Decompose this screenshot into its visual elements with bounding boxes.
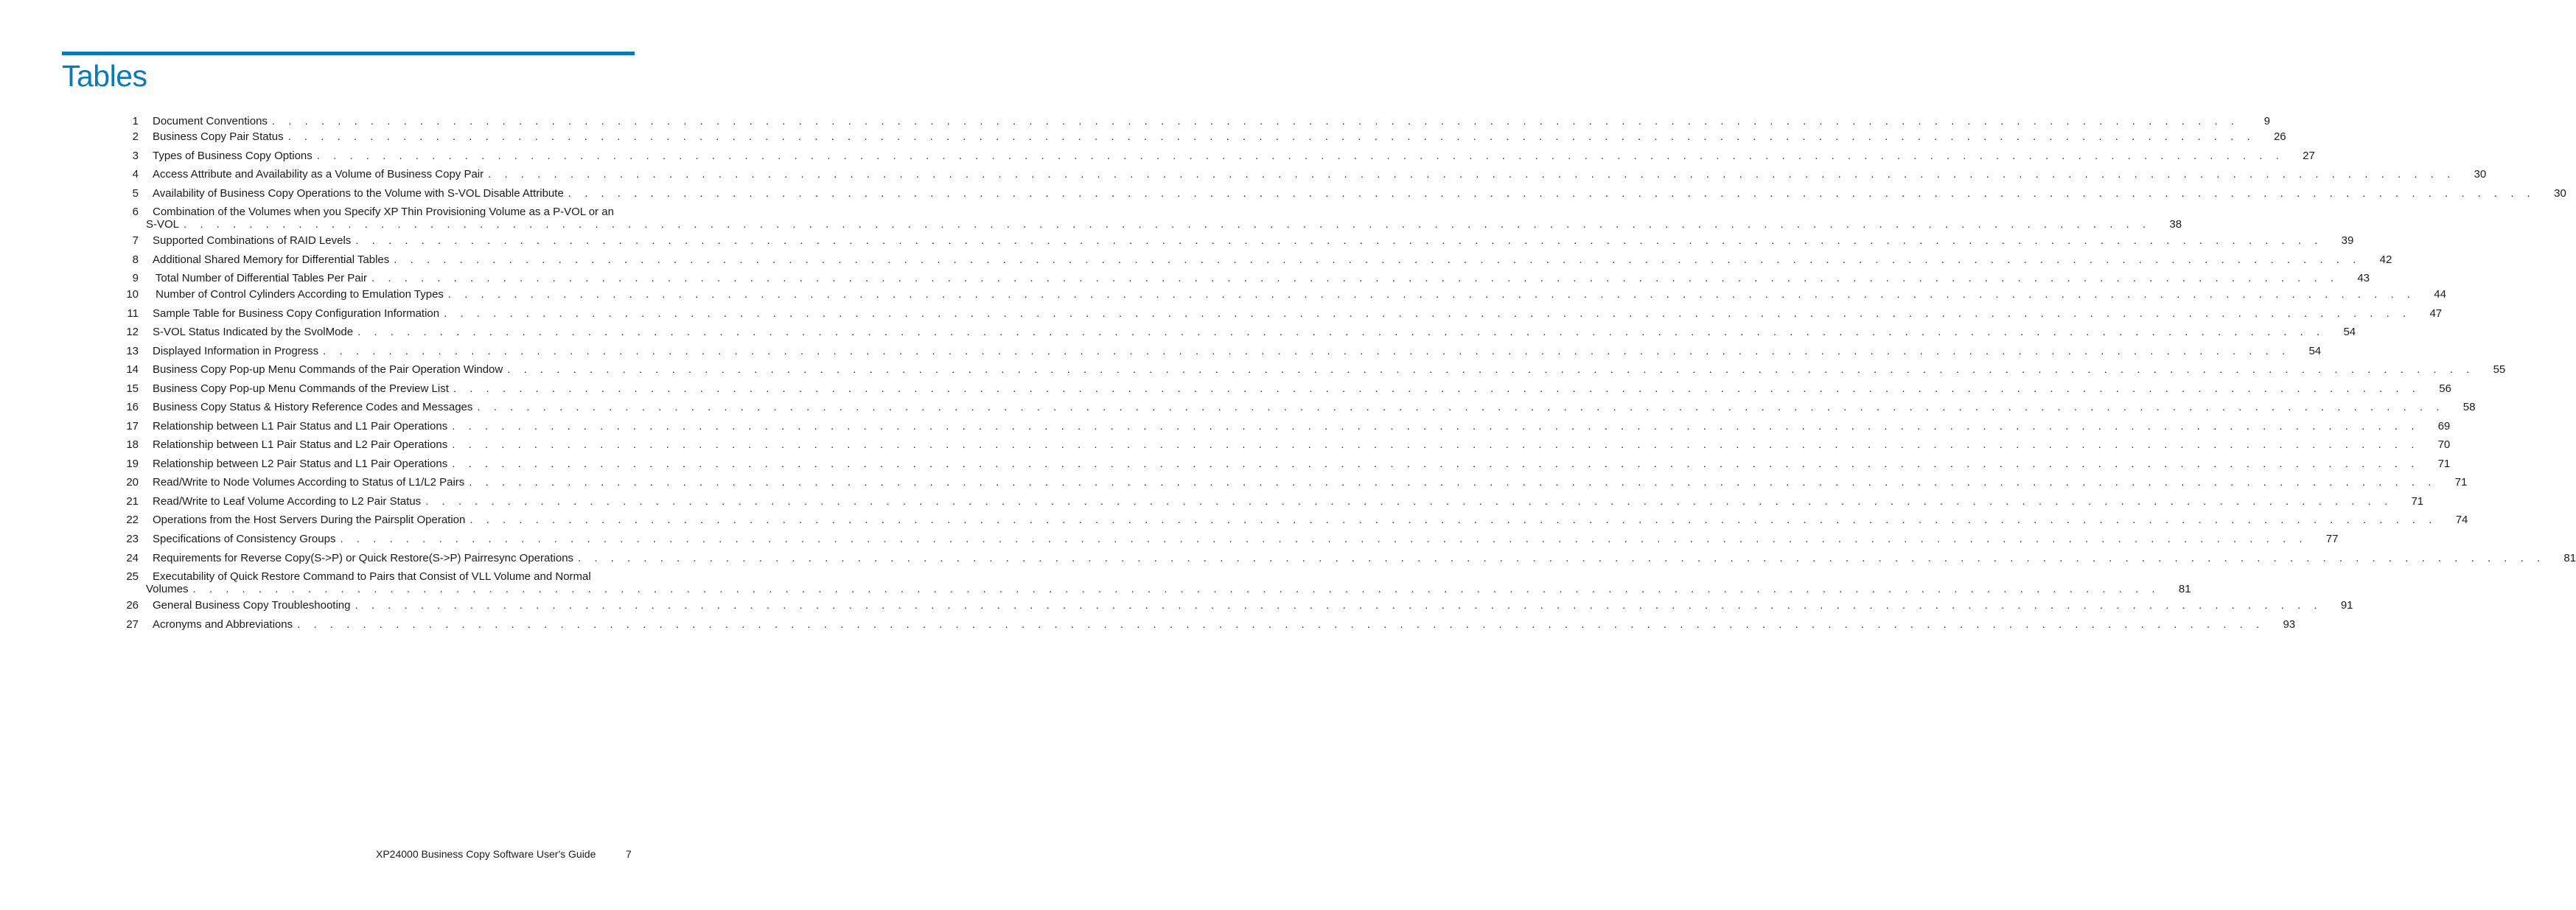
toc-entry[interactable]	[118, 458, 2451, 470]
toc-entry[interactable]	[118, 599, 2353, 612]
leader-dots: . . . . . . . . . . . . . . . . . . . . . . . . . . . . . . . . . . . . . . . . . . . . . . . . . . . . . . . . . . . . . . . . . . . . . . . . . . . . . . . . . . . . . . . . . . . . . . . . . . . . . . . . . . . . . . . . . . . . . . . .	[355, 234, 2323, 247]
toc-entry[interactable]	[118, 533, 2339, 545]
toc-entry-number: 9	[132, 272, 139, 284]
toc-entry-number: 10	[126, 288, 139, 301]
leader-dots: . . . . . . . . . . . . . . . . . . . . . . . . . . . . . . . . . . . . . . . . . . . . . . . . . . . . . . . . . . . . . . . . . . . . . . . . . . . . . . . . . . . . . . . . . . . . . . . . . . . . . . . . . . . . . . . . . . . . . . . .	[452, 458, 2420, 470]
page-title: Tables	[62, 59, 147, 93]
toc-entry-page[interactable]: 54	[2308, 345, 2322, 357]
toc-entry-title[interactable]: Number of Control Cylinders According to Emulation Types	[153, 288, 444, 301]
toc-entry-page[interactable]: 81	[2178, 583, 2191, 595]
toc-entry-title[interactable]: Read/Write to Node Volumes According to Status of L1/L2 Pairs	[153, 476, 465, 489]
toc-entry-page[interactable]: 39	[2341, 234, 2354, 247]
toc-entry-page[interactable]: 55	[2493, 363, 2506, 376]
leader-dots: . . . . . . . . . . . . . . . . . . . . . . . . . . . . . . . . . . . . . . . . . . . . . . . . . . . . . . . . . . . . . . . . . . . . . . . . . . . . . . . . . . . . . . . . . . . . . . . . . . . . . . . . . . . . . . . . . . . . . . . .	[453, 382, 2420, 395]
toc-entry-page[interactable]: 91	[2340, 599, 2353, 612]
toc-entry-title[interactable]: Combination of the Volumes when you Specify XP Thin Provisioning Volume as a P-VOL or an	[153, 206, 614, 218]
toc-entry-number: 5	[132, 187, 139, 200]
toc-entry-page[interactable]: 71	[2411, 495, 2424, 508]
toc-entry[interactable]	[118, 476, 2468, 489]
toc-entry-number: 2	[132, 130, 139, 143]
leader-dots: . . . . . . . . . . . . . . . . . . . . . . . . . . . . . . . . . . . . . . . . . . . . . . . . . . . . . . . . . . . . . . . . . . . . . . . . . . . . . . . . . . . . . . . . . . . . . . . . . . . . . . . . . . . . . . . . . . . . . . . .	[184, 218, 2151, 231]
toc-entry-title[interactable]: Additional Shared Memory for Differential Tables	[153, 253, 390, 266]
toc-entry-number: 7	[132, 234, 139, 247]
toc-entry-title[interactable]: Availability of Business Copy Operations to the Volume with S-VOL Disable Attribute	[153, 187, 564, 200]
toc-entry-page[interactable]: 27	[2303, 150, 2315, 162]
toc-entry-page[interactable]: 71	[2454, 476, 2468, 489]
leader-dots: . . . . . . . . . . . . . . . . . . . . . . . . . . . . . . . . . . . . . . . . . . . . . . . . . . . . . . . . . . . . . . . . . . . . . . . . . . . . . . . . . . . . . . . . . . . . . . . . . . . . . . . . . . . . . . . . . . . . . . . .	[469, 476, 2437, 489]
toc-entry-number: 11	[127, 307, 139, 320]
toc-entry[interactable]	[118, 495, 2424, 508]
toc-entry-title[interactable]: Supported Combinations of RAID Levels	[153, 234, 352, 247]
toc-entry-title-continued[interactable]: S-VOL	[146, 218, 180, 231]
leader-dots: . . . . . . . . . . . . . . . . . . . . . . . . . . . . . . . . . . . . . . . . . . . . . . . . . . . . . . . . . . . . . . . . . . . . . . . . . . . . . . . . . . . . . . . . . . . . . . . . . . . . . . . . . . . . . . . . . . . . . . . .	[297, 618, 2265, 631]
leader-dots: . . . . . . . . . . . . . . . . . . . . . . . . . . . . . . . . . . . . . . . . . . . . . . . . . . . . . . . . . . . . . . . . . . . . . . . . . . . . . . . . . . . . . . . . . . . . . . . . . . . . . . . . . . . . . . . . . . . . . . . .	[394, 253, 2362, 266]
toc-entry-number: 13	[126, 345, 139, 357]
leader-dots: . . . . . . . . . . . . . . . . . . . . . . . . . . . . . . . . . . . . . . . . . . . . . . . . . . . . . . . . . . . . . . . . . . . . . . . . . . . . . . . . . . . . . . . . . . . . . . . . . . . . . . . . . . . . . . . . . . . . . . . .	[578, 552, 2546, 564]
toc-entry-page[interactable]: 69	[2437, 420, 2451, 433]
leader-dots: . . . . . . . . . . . . . . . . . . . . . . . . . . . . . . . . . . . . . . . . . . . . . . . . . . . . . . . . . . . . . . . . . . . . . . . . . . . . . . . . . . . . . . . . . . . . . . . . . . . . . . . . . . . . . . . . . . . . . . . .	[568, 187, 2535, 200]
toc-entry-number: 12	[126, 326, 139, 338]
toc-entry-page[interactable]: 30	[2554, 187, 2566, 200]
toc-entry[interactable]	[118, 206, 2182, 231]
leader-dots: . . . . . . . . . . . . . . . . . . . . . . . . . . . . . . . . . . . . . . . . . . . . . . . . . . . . . . . . . . . . . . . . . . . . . . . . . . . . . . . . . . . . . . . . . . . . . . . . . . . . . . . . . . . . . . . . . . . . . . . .	[192, 583, 2160, 595]
leader-dots: . . . . . . . . . . . . . . . . . . . . . . . . . . . . . . . . . . . . . . . . . . . . . . . . . . . . . . . . . . . . . . . . . . . . . . . . . . . . . . . . . . . . . . . . . . . . . . . . . . . . . . . . . . . . . . . . . . . . . . . .	[470, 514, 2437, 526]
toc-entry-page[interactable]: 58	[2462, 401, 2476, 413]
toc-entry-page[interactable]: 77	[2325, 533, 2339, 545]
toc-entry[interactable]	[118, 187, 2566, 200]
leader-dots: . . . . . . . . . . . . . . . . . . . . . . . . . . . . . . . . . . . . . . . . . . . . . . . . . . . . . . . . . . . . . . . . . . . . . . . . . . . . . . . . . . . . . . . . . . . . . . . . . . . . . . . . . . . . . . . . . . . . . . . .	[477, 401, 2445, 413]
leader-dots: . . . . . . . . . . . . . . . . . . . . . . . . . . . . . . . . . . . . . . . . . . . . . . . . . . . . . . . . . . . . . . . . . . . . . . . . . . . . . . . . . . . . . . . . . . . . . . . . . . . . . . . . . . . . . . . . . . . . . . . .	[340, 533, 2308, 545]
toc-entry-page[interactable]: 44	[2434, 288, 2446, 301]
toc-entry-page[interactable]: 81	[2563, 552, 2576, 564]
toc-entry[interactable]	[118, 552, 2576, 564]
toc-entry-title[interactable]: Acronyms and Abbreviations	[153, 618, 293, 631]
toc-entry-page[interactable]: 54	[2343, 326, 2356, 338]
toc-entry-page[interactable]: 30	[2474, 168, 2487, 181]
toc-entry[interactable]	[118, 253, 2392, 266]
toc-entry-number: 8	[132, 253, 139, 266]
toc-entry-number: 27	[126, 618, 139, 631]
toc-entry[interactable]	[118, 150, 2315, 162]
toc-entry-number: 22	[126, 514, 139, 526]
toc-entry-number: 18	[126, 438, 139, 451]
toc-entry-title[interactable]: Business Copy Status & History Reference Codes and Messages	[153, 401, 473, 413]
leader-dots: . . . . . . . . . . . . . . . . . . . . . . . . . . . . . . . . . . . . . . . . . . . . . . . . . . . . . . . . . . . . . . . . . . . . . . . . . . . . . . . . . . . . . . . . . . . . . . . . . . . . . . . . . . . . . . . . . . . . . . . .	[371, 272, 2339, 284]
toc-entry-title[interactable]: Specifications of Consistency Groups	[153, 533, 336, 545]
toc-entry[interactable]	[118, 618, 2296, 631]
toc-entry-title[interactable]: Sample Table for Business Copy Configuration Information	[153, 307, 440, 320]
toc-entry[interactable]	[118, 272, 2370, 284]
footer-doc-title: XP24000 Business Copy Software User's Guide	[376, 848, 596, 860]
toc-entry-number: 24	[126, 552, 139, 564]
toc-entry-page[interactable]: 47	[2429, 307, 2443, 320]
footer-page-number: 7	[626, 848, 632, 860]
toc-entry-title[interactable]: Types of Business Copy Options	[153, 150, 313, 162]
toc-entry-number: 6	[132, 206, 139, 218]
toc-entry[interactable]	[118, 420, 2451, 433]
toc-entry-number: 3	[132, 150, 139, 162]
toc-entry-title[interactable]: Access Attribute and Availability as a Volume of Business Copy Pair	[153, 168, 484, 181]
toc-entry[interactable]	[118, 115, 2270, 127]
leader-dots: . . . . . . . . . . . . . . . . . . . . . . . . . . . . . . . . . . . . . . . . . . . . . . . . . . . . . . . . . . . . . . . . . . . . . . . . . . . . . . . . . . . . . . . . . . . . . . . . . . . . . . . . . . . . . . . . . . . . . . . .	[425, 495, 2393, 508]
toc-entry-page[interactable]: 74	[2455, 514, 2468, 526]
toc-entry-title[interactable]: Business Copy Pop-up Menu Commands of the Pair Operation Window	[153, 363, 503, 376]
toc-entry-number: 17	[126, 420, 139, 433]
leader-dots: . . . . . . . . . . . . . . . . . . . . . . . . . . . . . . . . . . . . . . . . . . . . . . . . . . . . . . . . . . . . . . . . . . . . . . . . . . . . . . . . . . . . . . . . . . . . . . . . . . . . . . . . . . . . . . . . . . . . . . . .	[323, 345, 2291, 357]
toc-entry-title[interactable]: Relationship between L1 Pair Status and L2 Pair Operations	[153, 438, 448, 451]
toc-entry[interactable]	[118, 288, 2446, 301]
toc-entry-title[interactable]: Total Number of Differential Tables Per Pair	[153, 272, 367, 284]
toc-entry-title[interactable]: Displayed Information in Progress	[153, 345, 319, 357]
toc-entry-title[interactable]: Relationship between L2 Pair Status and L1 Pair Operations	[153, 458, 448, 470]
toc-entry-page[interactable]: 93	[2283, 618, 2296, 631]
title-rule	[62, 52, 635, 55]
toc-entry[interactable]	[118, 168, 2487, 181]
toc-entry[interactable]	[118, 382, 2451, 395]
toc-entry-number: 20	[126, 476, 139, 489]
toc-entry-page[interactable]: 38	[2169, 218, 2182, 231]
toc-entry[interactable]	[118, 307, 2443, 320]
leader-dots: . . . . . . . . . . . . . . . . . . . . . . . . . . . . . . . . . . . . . . . . . . . . . . . . . . . . . . . . . . . . . . . . . . . . . . . . . . . . . . . . . . . . . . . . . . . . . . . . . . . . . . . . . . . . . . . . . . . . . . . .	[447, 288, 2415, 301]
toc-entry-number: 19	[126, 458, 139, 470]
toc-entry-title[interactable]: Document Conventions	[153, 115, 268, 127]
toc-entry-number: 4	[132, 168, 139, 181]
toc-entry[interactable]	[118, 401, 2476, 413]
toc-entry-page[interactable]: 71	[2437, 458, 2451, 470]
toc-entry-title[interactable]: S-VOL Status Indicated by the SvolMode	[153, 326, 354, 338]
toc-entry-title[interactable]: General Business Copy Troubleshooting	[153, 599, 351, 612]
toc-entry-page[interactable]: 26	[2273, 130, 2286, 143]
toc-entry-title[interactable]: Read/Write to Leaf Volume According to L2 Pair Status	[153, 495, 422, 508]
toc-entry[interactable]	[118, 438, 2451, 451]
toc-entry[interactable]	[118, 130, 2286, 143]
toc-entry-title[interactable]: Business Copy Pop-up Menu Commands of the Preview List	[153, 382, 449, 395]
toc-entry-title[interactable]: Business Copy Pair Status	[153, 130, 284, 143]
toc-entry-number: 23	[126, 533, 139, 545]
toc-entry-page[interactable]: 43	[2357, 272, 2370, 284]
toc-entry-title[interactable]: Requirements for Reverse Copy(S->P) or Quick Restore(S->P) Pairresync Operations	[153, 552, 574, 564]
leader-dots: . . . . . . . . . . . . . . . . . . . . . . . . . . . . . . . . . . . . . . . . . . . . . . . . . . . . . . . . . . . . . . . . . . . . . . . . . . . . . . . . . . . . . . . . . . . . . . . . . . . . . . . . . . . . . . . . . . . . . . . .	[316, 150, 2284, 162]
toc-entry[interactable]	[118, 514, 2468, 526]
toc-entry-title[interactable]: Operations from the Host Servers During the Pairsplit Operation	[153, 514, 466, 526]
leader-dots: . . . . . . . . . . . . . . . . . . . . . . . . . . . . . . . . . . . . . . . . . . . . . . . . . . . . . . . . . . . . . . . . . . . . . . . . . . . . . . . . . . . . . . . . . . . . . . . . . . . . . . . . . . . . . . . . . . . . . . . .	[488, 168, 2456, 181]
toc-entry-page[interactable]: 70	[2437, 438, 2451, 451]
toc-entry[interactable]	[118, 363, 2506, 376]
toc-entry-number: 15	[126, 382, 139, 395]
leader-dots: . . . . . . . . . . . . . . . . . . . . . . . . . . . . . . . . . . . . . . . . . . . . . . . . . . . . . . . . . . . . . . . . . . . . . . . . . . . . . . . . . . . . . . . . . . . . . . . . . . . . . . . . . . . . . . . . . . . . . . . .	[444, 307, 2412, 320]
toc-entry-number: 16	[126, 401, 139, 413]
toc-entry[interactable]	[118, 234, 2354, 247]
toc-entry-title[interactable]: Relationship between L1 Pair Status and L1 Pair Operations	[153, 420, 448, 433]
leader-dots: . . . . . . . . . . . . . . . . . . . . . . . . . . . . . . . . . . . . . . . . . . . . . . . . . . . . . . . . . . . . . . . . . . . . . . . . . . . . . . . . . . . . . . . . . . . . . . . . . . . . . . . . . . . . . . . . . . . . . . . .	[271, 115, 2239, 127]
toc-entry-page[interactable]: 42	[2379, 253, 2392, 266]
toc-entry[interactable]	[118, 326, 2356, 338]
toc-entry-number: 21	[126, 495, 139, 508]
toc-entry-page[interactable]: 56	[2439, 382, 2451, 395]
leader-dots: . . . . . . . . . . . . . . . . . . . . . . . . . . . . . . . . . . . . . . . . . . . . . . . . . . . . . . . . . . . . . . . . . . . . . . . . . . . . . . . . . . . . . . . . . . . . . . . . . . . . . . . . . . . . . . . . . . . . . . . .	[452, 420, 2420, 433]
toc-entry[interactable]	[118, 570, 2191, 595]
toc-entry-number: 25	[126, 570, 139, 583]
toc-entry-number: 1	[132, 115, 139, 127]
toc-entry-page[interactable]: 9	[2263, 115, 2270, 127]
toc-entry-title-continued[interactable]: Volumes	[146, 583, 189, 595]
toc-entry-title[interactable]: Executability of Quick Restore Command to Pairs that Consist of VLL Volume and Normal	[153, 570, 591, 583]
leader-dots: . . . . . . . . . . . . . . . . . . . . . . . . . . . . . . . . . . . . . . . . . . . . . . . . . . . . . . . . . . . . . . . . . . . . . . . . . . . . . . . . . . . . . . . . . . . . . . . . . . . . . . . . . . . . . . . . . . . . . . . .	[507, 363, 2475, 376]
leader-dots: . . . . . . . . . . . . . . . . . . . . . . . . . . . . . . . . . . . . . . . . . . . . . . . . . . . . . . . . . . . . . . . . . . . . . . . . . . . . . . . . . . . . . . . . . . . . . . . . . . . . . . . . . . . . . . . . . . . . . . . .	[355, 599, 2322, 612]
leader-dots: . . . . . . . . . . . . . . . . . . . . . . . . . . . . . . . . . . . . . . . . . . . . . . . . . . . . . . . . . . . . . . . . . . . . . . . . . . . . . . . . . . . . . . . . . . . . . . . . . . . . . . . . . . . . . . . . . . . . . . . .	[357, 326, 2325, 338]
toc-entry-number: 14	[126, 363, 139, 376]
toc-entry-number: 26	[126, 599, 139, 612]
toc-entry[interactable]	[118, 345, 2322, 357]
leader-dots: . . . . . . . . . . . . . . . . . . . . . . . . . . . . . . . . . . . . . . . . . . . . . . . . . . . . . . . . . . . . . . . . . . . . . . . . . . . . . . . . . . . . . . . . . . . . . . . . . . . . . . . . . . . . . . . . . . . . . . . .	[287, 130, 2255, 143]
leader-dots: . . . . . . . . . . . . . . . . . . . . . . . . . . . . . . . . . . . . . . . . . . . . . . . . . . . . . . . . . . . . . . . . . . . . . . . . . . . . . . . . . . . . . . . . . . . . . . . . . . . . . . . . . . . . . . . . . . . . . . . .	[452, 438, 2420, 451]
